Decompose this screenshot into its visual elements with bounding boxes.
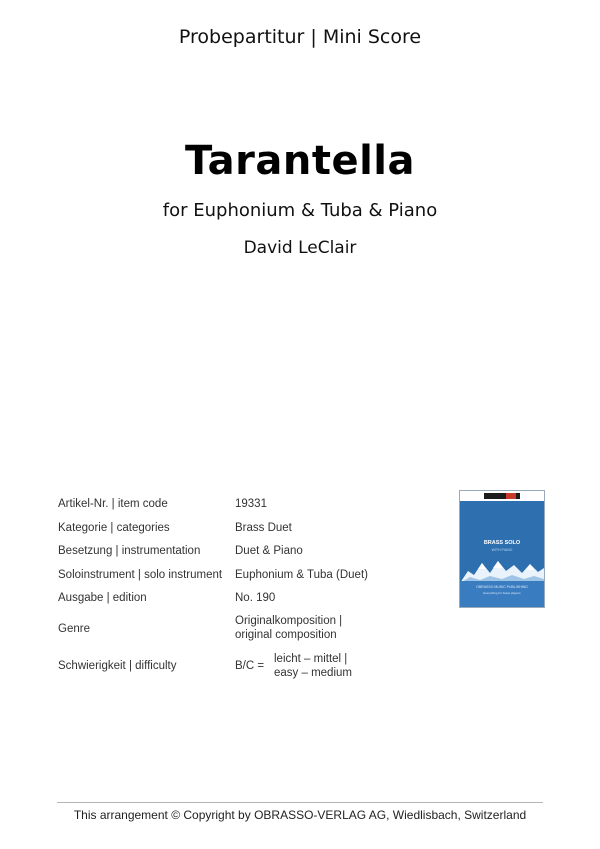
genre-value-line2: original composition	[235, 629, 337, 641]
categories-value: Brass Duet	[235, 522, 292, 534]
cover-publisher-text: OBRASSO MUSIC PUBLISHING	[476, 585, 528, 589]
item-code-label: Artikel-Nr. | item code	[58, 498, 168, 510]
difficulty-label: Schwierigkeit | difficulty	[58, 660, 177, 672]
difficulty-line1: leicht – mittel |	[274, 653, 348, 665]
cover-series-title: BRASS SOLO	[483, 540, 521, 546]
cover-series-subtitle: WITH PIANO	[491, 548, 513, 552]
instrumentation-value: Duet & Piano	[235, 545, 303, 557]
genre-label: Genre	[58, 623, 90, 635]
difficulty-description	[274, 652, 352, 680]
solo-instrument-value: Euphonium & Tuba (Duet)	[235, 569, 368, 581]
cover-tagline-text: Everything for brass players	[483, 591, 521, 595]
genre-value-line1: Originalkomposition |	[235, 615, 343, 627]
copyright-footer: This arrangement © Copyright by OBRASSO-VERLAG AG, Wiedlisbach, Switzerland	[73, 808, 527, 822]
composer-name: David LeClair	[243, 238, 357, 258]
difficulty-line2: easy – medium	[274, 667, 352, 679]
edition-label: Ausgabe | edition	[58, 592, 147, 604]
instrumentation-label: Besetzung | instrumentation	[58, 545, 201, 557]
footer-divider	[57, 802, 543, 803]
piece-title: Tarantella	[185, 138, 415, 184]
item-code-value: 19331	[235, 498, 267, 510]
edition-value: No. 190	[235, 592, 276, 604]
mountains-illustration	[460, 555, 544, 583]
score-type-header: Probepartitur | Mini Score	[178, 26, 422, 48]
categories-label: Kategorie | categories	[58, 522, 170, 534]
solo-instrument-label: Soloinstrument | solo instrument	[58, 569, 223, 581]
instrumentation-subtitle: for Euphonium & Tuba & Piano	[162, 200, 438, 221]
difficulty-grade: B/C =	[235, 660, 265, 672]
cover-thumbnail	[460, 491, 544, 607]
publisher-logo-accent	[506, 493, 516, 499]
